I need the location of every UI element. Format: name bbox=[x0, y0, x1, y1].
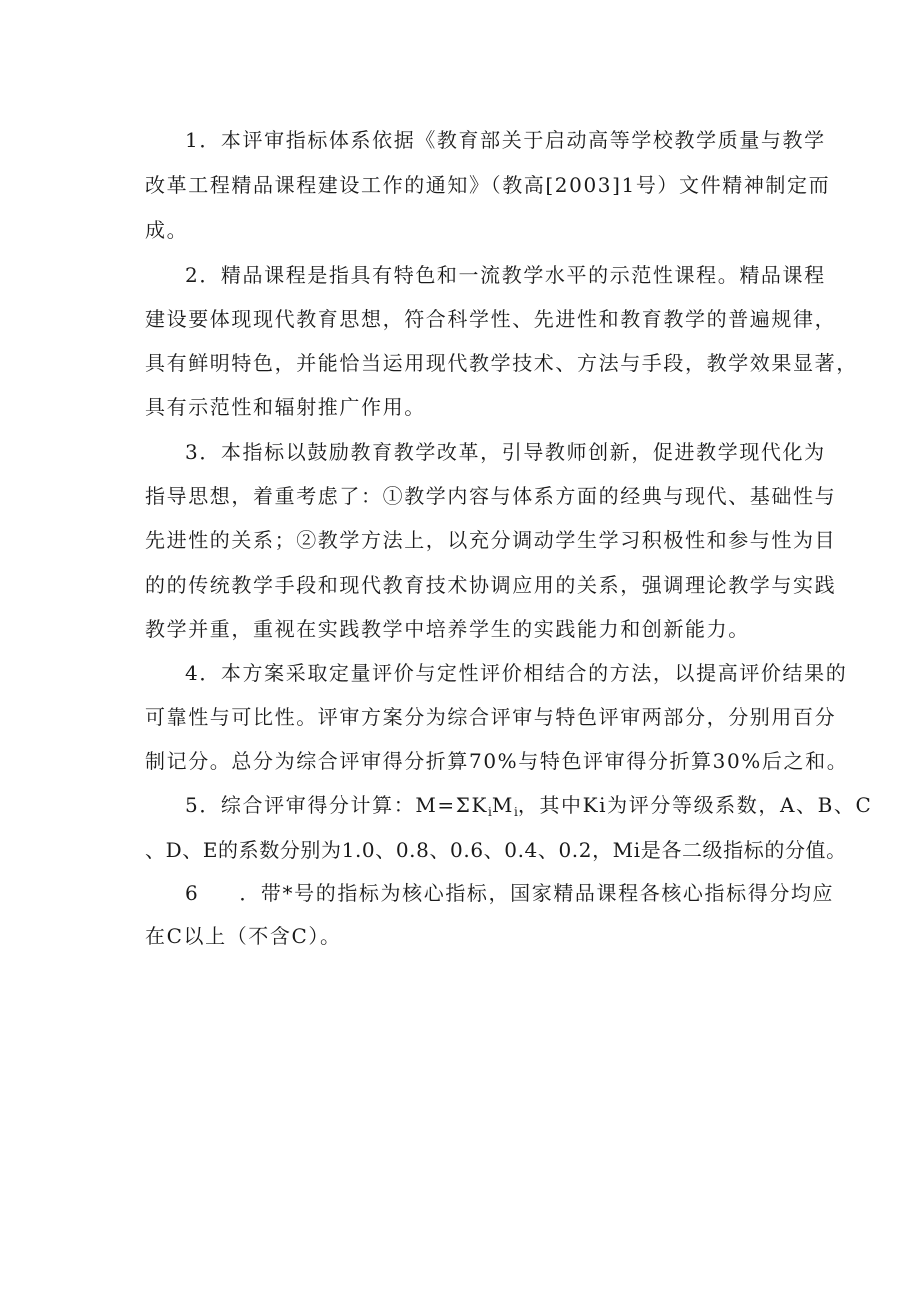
paragraph-6-text: ．带*号的指标为核心指标，国家精品课程各核心指标得分均应 bbox=[239, 881, 835, 905]
formula-suffix: ，其中Ki为评分等级系数，A、B、C bbox=[517, 793, 873, 817]
paragraph-4-line-1: 4．本方案采取定量评价与定性评价相结合的方法，以提高评价结果的 bbox=[185, 661, 848, 685]
formula-mid: M bbox=[491, 793, 514, 817]
paragraph-5-line-2: 、D、E的系数分别为1.0、0.8、0.6、0.4、0.2，Mi是各二级指标的分值。 bbox=[145, 838, 847, 862]
paragraph-2-line-3: 具有鲜明特色，并能恰当运用现代教学技术、方法与手段，教学效果显著， bbox=[145, 351, 858, 375]
paragraph-1-line-1: 1．本评审指标体系依据《教育部关于启动高等学校教学质量与教学 bbox=[185, 128, 826, 152]
item-number-6: 6 bbox=[185, 881, 200, 905]
paragraph-6-line-2: 在C以上（不含C）。 bbox=[145, 924, 342, 948]
paragraph-3-line-2: 指导思想，着重考虑了：①教学内容与体系方面的经典与现代、基础性与 bbox=[145, 484, 837, 508]
paragraph-1-line-2: 改革工程精品课程建设工作的通知》（教高[2003]1号）文件精神制定而 bbox=[145, 173, 831, 197]
paragraph-3-line-5: 教学并重，重视在实践教学中培养学生的实践能力和创新能力。 bbox=[145, 617, 750, 641]
paragraph-4-line-2: 可靠性与可比性。评审方案分为综合评审与特色评审两部分，分别用百分 bbox=[145, 705, 837, 729]
paragraph-3-line-4: 的的传统教学手段和现代教育技术协调应用的关系，强调理论教学与实践 bbox=[145, 573, 837, 597]
paragraph-5-line-1 bbox=[185, 792, 872, 825]
formula-prefix: 5．综合评审得分计算：M=ΣK bbox=[185, 793, 489, 817]
formula-subscript-k: i bbox=[488, 805, 492, 819]
paragraph-2-line-2: 建设要体现现代教育思想，符合科学性、先进性和教育教学的普遍规律， bbox=[145, 307, 837, 331]
paragraph-6-line-1 bbox=[185, 880, 834, 906]
paragraph-3-line-3: 先进性的关系；②教学方法上，以充分调动学生学习积极性和参与性为目 bbox=[145, 528, 837, 552]
formula-subscript-m: i bbox=[513, 805, 518, 819]
paragraph-3-line-1: 3．本指标以鼓励教育教学改革，引导教师创新，促进教学现代化为 bbox=[185, 440, 826, 464]
paragraph-2-line-1: 2．精品课程是指具有特色和一流教学水平的示范性课程。精品课程 bbox=[185, 263, 826, 287]
paragraph-1-line-3: 成。 bbox=[145, 218, 189, 242]
paragraph-4-line-3: 制记分。总分为综合评审得分折算70%与特色评审得分折算30%后之和。 bbox=[145, 749, 849, 773]
paragraph-2-line-4: 具有示范性和辐射推广作用。 bbox=[145, 395, 426, 419]
